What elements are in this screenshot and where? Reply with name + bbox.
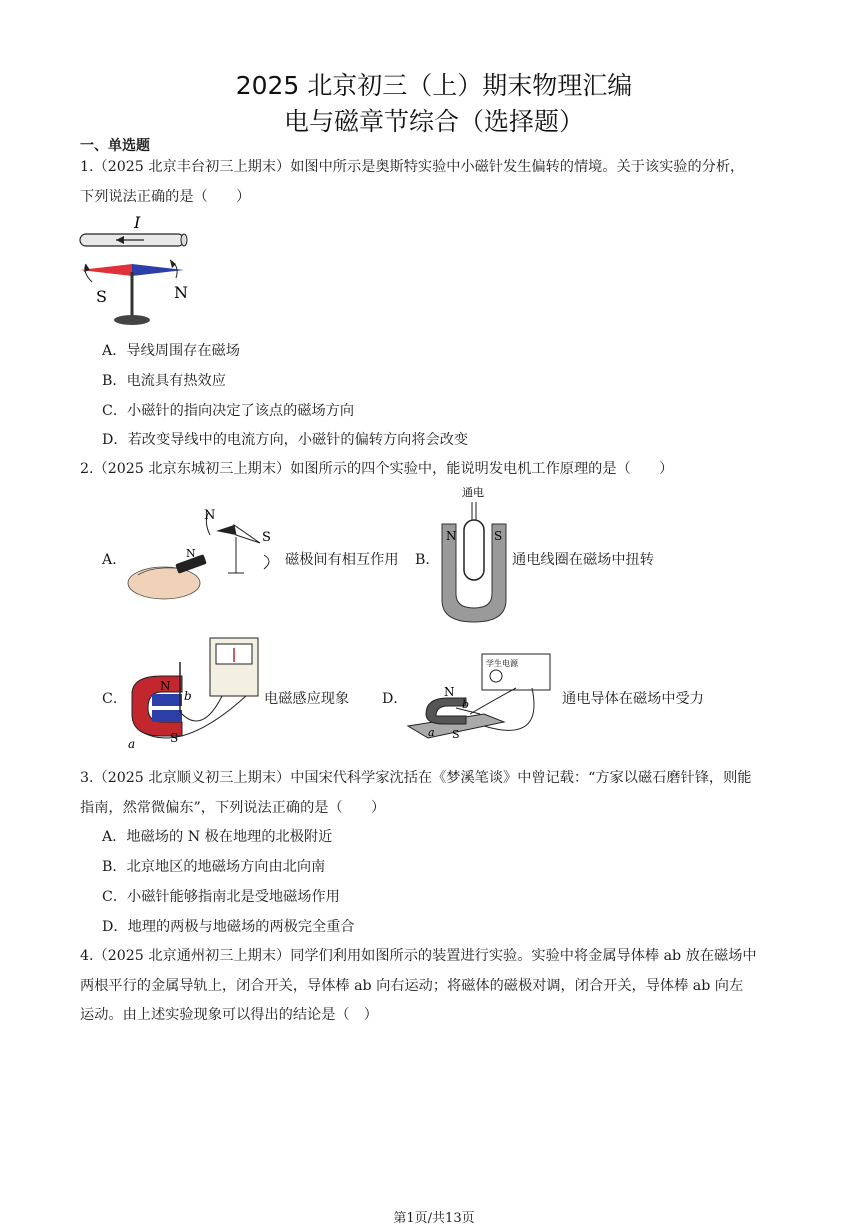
q2-a-bar-north-label: N xyxy=(186,547,196,560)
q3-option-d: D．地理的两极与地磁场的两极完全重合 xyxy=(102,919,355,935)
q2-a-caption: 磁极间有相互作用 xyxy=(285,552,399,568)
q3-option-c: C．小磁针能够指南北是受地磁场作用 xyxy=(102,889,340,905)
magnet-needle-figure xyxy=(124,505,284,605)
motor-principle-figure xyxy=(404,648,564,748)
page-number: 第1页/共13页 xyxy=(393,1211,475,1226)
q2-c-letter: C． xyxy=(102,691,128,707)
q3-stem-line2: 指南，然常微偏东”，下列说法正确的是（ ） xyxy=(80,800,386,816)
q1-stem-line1: 1.（2025 北京丰台初三上期末）如图中所示是奥斯特实验中小磁针发生偏转的情境。关于该实验的分析， xyxy=(80,159,745,175)
q1-south-label: S xyxy=(96,287,107,306)
q3-option-a: A．地磁场的 N 极在地理的北极附近 xyxy=(102,829,333,845)
q3-stem-line1: 3.（2025 北京顺义初三上期末）中国宋代科学家沈括在《梦溪笔谈》中曾记载：“方家以磁石磨针锋，则能 xyxy=(80,770,752,786)
q2-d-supply-label: 学生电源 xyxy=(486,659,518,668)
q4-stem-line2: 两根平行的金属导轨上，闭合开关，导体棒 ab 向右运动；将磁体的磁极对调，闭合开关，导体棒 ab 向左 xyxy=(80,978,744,994)
q2-stem-line1: 2.（2025 北京东城初三上期末）如图所示的四个实验中，能说明发电机工作原理的是（ ） xyxy=(80,461,674,477)
section-heading: 一、单选题 xyxy=(80,138,150,154)
q2-d-north-label: N xyxy=(444,685,455,699)
q1-option-c: C．小磁针的指向决定了该点的磁场方向 xyxy=(102,403,355,419)
q2-c-a-label: a xyxy=(128,737,136,750)
q4-stem-line1: 4.（2025 北京通州初三上期末）同学们利用如图所示的装置进行实验。实验中将金属导体棒 ab 放在磁场中 xyxy=(80,948,757,964)
q2-d-south-label: S xyxy=(452,728,460,741)
oersted-figure xyxy=(74,212,194,330)
q3-option-b: B．北京地区的地磁场方向由北向南 xyxy=(102,859,326,875)
q1-option-b: B．电流具有热效应 xyxy=(102,373,226,389)
q1-option-d: D．若改变导线中的电流方向，小磁针的偏转方向将会改变 xyxy=(102,432,469,448)
q2-b-power-label: 通电 xyxy=(462,486,484,499)
coil-in-field-figure xyxy=(436,484,512,626)
q1-stem-line2: 下列说法正确的是（ ） xyxy=(80,189,251,205)
q2-b-caption: 通电线圈在磁场中扭转 xyxy=(512,552,654,568)
induction-figure xyxy=(122,636,264,750)
q2-c-south-label: S xyxy=(170,731,179,745)
q2-c-caption: 电磁感应现象 xyxy=(264,691,350,707)
q2-d-a-label: a xyxy=(428,726,435,739)
q1-north-label: N xyxy=(174,283,188,302)
q2-d-b-label: b xyxy=(462,698,470,711)
q2-a-south-label: S xyxy=(262,530,271,545)
q2-c-north-label: N xyxy=(160,679,171,693)
q2-c-b-label: b xyxy=(184,689,192,703)
q2-b-south-label: S xyxy=(494,529,503,543)
q2-b-letter: B． xyxy=(415,552,440,568)
q2-a-north-label: N xyxy=(204,508,216,523)
q2-d-letter: D． xyxy=(382,691,408,707)
q2-d-caption: 通电导体在磁场中受力 xyxy=(562,691,704,707)
q1-current-label: I xyxy=(134,213,141,232)
doc-title: 2025 北京初三（上）期末物理汇编 xyxy=(235,71,633,100)
q1-option-a: A．导线周围存在磁场 xyxy=(102,343,240,359)
q4-stem-line3: 运动。由上述实验现象可以得出的结论是（ ） xyxy=(80,1007,378,1023)
q2-b-north-label: N xyxy=(446,529,457,543)
doc-subtitle: 电与磁章节综合（选择题） xyxy=(283,107,584,136)
q2-a-letter: A． xyxy=(102,552,127,568)
